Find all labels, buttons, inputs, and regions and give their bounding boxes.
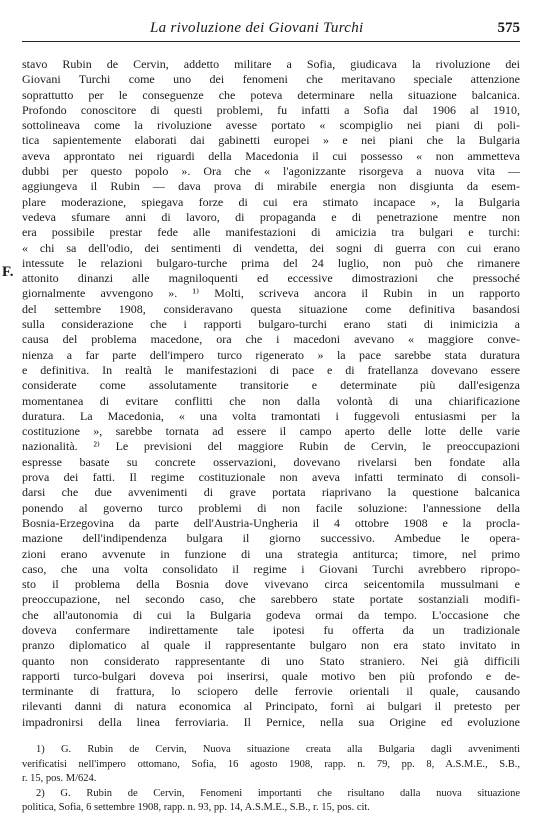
text-line: giornalmente avvengono ». ¹⁾ Molti, scriveva ancora il Rubin in un rapporto xyxy=(22,286,520,301)
text-line: terminante di frattura, lo sciopero delle ferrovie orientali il quale, causando xyxy=(22,684,520,699)
text-line: e definitiva. In realtà le manifestazioni di pace e di fratellanza dovevano essere xyxy=(22,362,520,377)
text-line: duratura. La Macedonia, « una volta tramontati i fuggevoli entusiasmi per la xyxy=(22,408,520,423)
text-line: sulla considerazione che i rapporti bulgaro-turchi erano stati di inimicizia a xyxy=(22,317,520,332)
footnote-line: verificatisi nell'impero ottomano, Sofia, 16 agosto 1908, rapp. n. 79, pp. 8, A.S.M.E., S.B., xyxy=(22,758,520,770)
text-line: « chi sa dell'odio, dei sentimenti di vendetta, dei sogni di guerra con cui erano xyxy=(22,240,520,255)
footnote-line: 2) G. Rubin de Cervin, Fenomeni importanti che risultano dalla nuova situazione xyxy=(36,787,520,799)
text-line: momentanea di evitare conflitti che non dalla volontà di una chiarificazione xyxy=(22,393,520,408)
text-line: Bosnia-Erzegovina da parte dell'Austria-Ungheria il 4 ottobre 1908 e la procla- xyxy=(22,515,520,530)
text-line: zioni erano avvenute in funzione di una strategia antiturca; timore, nel primo xyxy=(22,546,520,561)
text-line: intessute le relazioni bulgaro-turche prima del 24 luglio, non può che rimanere xyxy=(22,255,520,270)
text-line: era possibile prestar fede alle manifestazioni di amicizia tra bulgari e turchi: xyxy=(22,225,520,240)
margin-mark: F. xyxy=(2,264,14,280)
text-line: soprattutto per le conseguenze che poteva determinare nella situazione balcanica. xyxy=(22,87,520,102)
text-line: nazionalità. ²⁾ Le previsioni del maggiore Rubin de Cervin, le preoccupazioni xyxy=(22,439,520,454)
text-line: costituzione », sarebbe tornata ad essere il campo aperto delle lotte delle varie xyxy=(22,424,520,439)
body-text xyxy=(22,57,520,730)
running-title: La rivoluzione dei Giovani Turchi xyxy=(150,20,364,36)
text-line: preoccupazione, nel secondo caso, che sarebbero state portate sostanziali modifi- xyxy=(22,592,520,607)
text-line: quanto non considerato rappresentante di uno Stato straniero. Nei già difficili xyxy=(22,653,520,668)
text-line: plare moderazione, spiegava forze di cui era stimato incapace », la Bulgaria xyxy=(22,194,520,209)
text-line: che all'autonomia di cui la Bulgaria godeva ormai da tempo. L'occasione che xyxy=(22,607,520,622)
text-line: impadronirsi della linea ferroviaria. Il Pernice, nella sua Origine ed evoluzione xyxy=(22,714,520,729)
text-line: ponendo al governo turco problemi di non facile soluzione: l'annessione della xyxy=(22,500,520,515)
text-line: mazione dell'indipendenza bulgara il giorno successivo. Ambedue le opera- xyxy=(22,531,520,546)
page-number: 575 xyxy=(497,20,520,36)
text-line: aveva approntato nei riguardi della Macedonia il cui possesso « non ammetteva xyxy=(22,148,520,163)
text-line: causa del problema macedone, ora che i macedoni avevano « maggiore conve- xyxy=(22,332,520,347)
text-line: aggiungeva il Rubin — dava prova di mirabile energia non disgiunta da esem- xyxy=(22,179,520,194)
text-line: caso, che una volta consolidato il regime i Giovani Turchi avrebbero ripropo- xyxy=(22,561,520,576)
text-line: rapporti turco-bulgari doveva poi inserirsi, quale motivo ben più profondo e de- xyxy=(22,668,520,683)
footnote-line: r. 15, pos. M/624. xyxy=(22,773,97,784)
footnote-line: 1) G. Rubin de Cervin, Nuova situazione creata alla Bulgaria dagli avvenimenti xyxy=(36,744,520,755)
text-line: prova dei fatti. Il regime costituzionale non aveva infatti terminato di consoli- xyxy=(22,470,520,485)
text-line: Profondo conoscitore di questi problemi, fu infatti a Sofia dal 1906 al 1910, xyxy=(22,102,520,117)
text-line: tica sapientemente elaborati dai gabinetti europei » e nei piani che la Bulgaria xyxy=(22,133,520,148)
text-line: del settembre 1908, consideravano questa situazione come definitiva basandosi xyxy=(22,301,520,316)
text-line: rilevanti danni di natura economica al Principato, fornì ai bulgari il pretesto per xyxy=(22,699,520,714)
text-line: nienza a far parte dell'impero turco rigenerato » la pace sarebbe stata duratura xyxy=(22,347,520,362)
text-line: stavo Rubin de Cervin, addetto militare a Sofia, giudicava la rivoluzione dei xyxy=(22,57,520,71)
text-line: attonito dinanzi alle magniloquenti ed eccessive dimostrazioni che pressoché xyxy=(22,271,520,286)
header-rule xyxy=(22,41,520,42)
text-line: dubbi per questo popolo ». Ora che « l'agonizzante risorgeva a nuova vita — xyxy=(22,164,520,179)
footnotes xyxy=(22,743,520,816)
text-line: darsi che due avvenimenti di grave portata riaprivano la questione balcanica xyxy=(22,485,520,500)
text-line: Giovani Turchi come uno dei fenomeni che meritavano speciale attenzione xyxy=(22,72,520,87)
text-line: vedeva sfumare anni di lavoro, di propaganda e di penetrazione mentre non xyxy=(22,209,520,224)
text-line: sto il problema della Bosnia dove vivevano circa seicentomila mussulmani e xyxy=(22,577,520,592)
text-line: sottolineava come la rivoluzione avesse portato « scompiglio nei piani di poli- xyxy=(22,118,520,133)
text-line: pranzo diplomatico al quale il rappresentante bulgaro non era stato invitato in xyxy=(22,638,520,653)
text-line: considerate come assolutamente transitorie e determinate più dall'esigenza xyxy=(22,378,520,393)
text-line: doveva confermare indirettamente tale ipotesi fu offerta da un tradizionale xyxy=(22,622,520,637)
page-header xyxy=(22,14,520,40)
text-line: espresse basate su concrete osservazioni, dovevano rivelarsi ben fondate alla xyxy=(22,454,520,469)
footnote-line: politica, Sofia, 6 settembre 1908, rapp. n. 93, pp. 14, A.S.M.E., S.B., r. 15, pos. cit. xyxy=(22,802,370,813)
